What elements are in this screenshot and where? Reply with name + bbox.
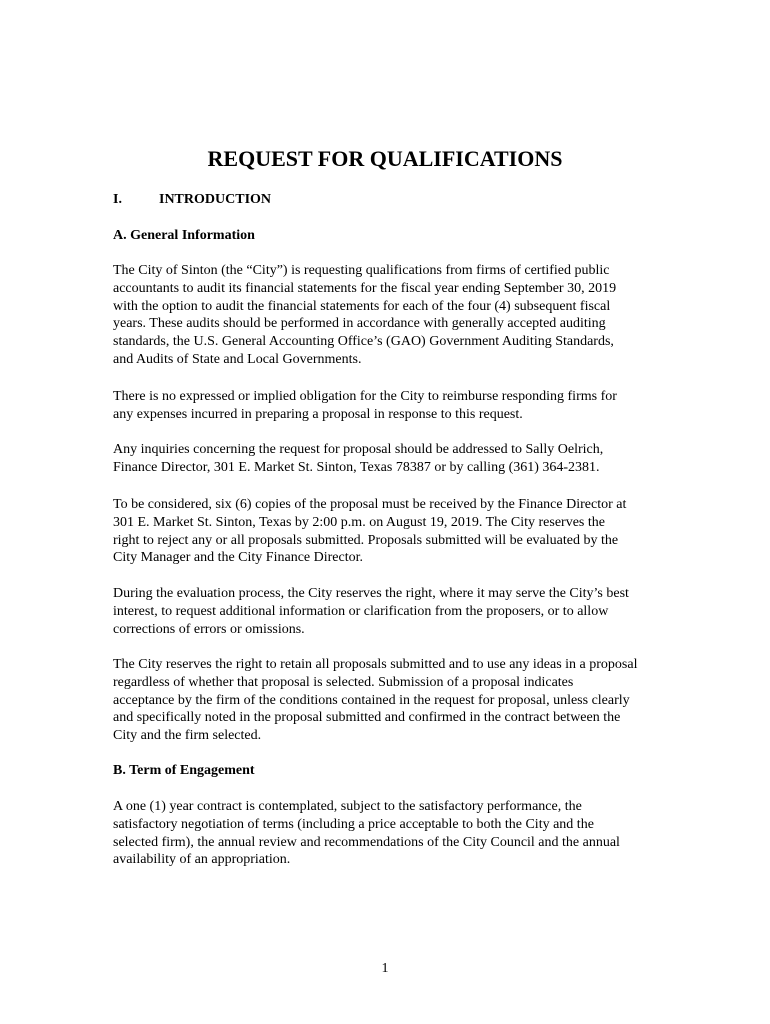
- text-line: interest, to request additional information or clarification from the proposers, or to allow: [113, 603, 609, 619]
- text-line: City Manager and the City Finance Director.: [113, 550, 363, 566]
- text-line: acceptance by the firm of the conditions contained in the request for proposal, unless clearly: [113, 692, 630, 708]
- section-number: I.: [113, 192, 122, 207]
- text-line: satisfactory negotiation of terms (including a price acceptable to both the City and the: [113, 816, 594, 832]
- text-line: and specifically noted in the proposal submitted and confirmed in the contract between the: [113, 710, 621, 726]
- text-line: Finance Director, 301 E. Market St. Sinton, Texas 78387 or by calling (361) 364-2381.: [113, 459, 600, 475]
- text-line: 301 E. Market St. Sinton, Texas by 2:00 p.m. on August 19, 2019. The City reserves the: [113, 514, 605, 530]
- text-line: Any inquiries concerning the request for proposal should be addressed to Sally Oelrich,: [113, 442, 604, 457]
- paragraph: [113, 388, 669, 424]
- text-line: any expenses incurred in preparing a proposal in response to this request.: [113, 406, 523, 422]
- text-line: years. These audits should be performed in accordance with generally accepted auditing: [113, 316, 606, 332]
- text-line: accountants to audit its financial statements for the fiscal year ending September 30, 2019: [113, 280, 617, 296]
- paragraph: [113, 656, 669, 745]
- section-title: INTRODUCTION: [159, 192, 272, 207]
- page-number: 1: [381, 961, 389, 976]
- paragraph: [113, 798, 669, 869]
- paragraph: [113, 585, 669, 638]
- text-line: standards, the U.S. General Accounting Office’s (GAO) Government Auditing Standards,: [113, 334, 614, 350]
- document-title: REQUEST FOR QUALIFICATIONS: [207, 146, 563, 171]
- text-line: The City reserves the right to retain all proposals submitted and to use any ideas in a proposal: [113, 657, 638, 672]
- text-line: selected firm), the annual review and recommendations of the City Council and the annual: [113, 834, 620, 850]
- text-line: corrections of errors or omissions.: [113, 621, 305, 637]
- paragraph: [113, 441, 669, 477]
- text-line: A one (1) year contract is contemplated, subject to the satisfactory performance, the: [113, 799, 582, 814]
- subsection-b-heading: B. Term of Engagement: [113, 763, 255, 778]
- section-heading: [113, 191, 271, 209]
- text-line: City and the firm selected.: [113, 728, 262, 744]
- text-line: right to reject any or all proposals submitted. Proposals submitted will be evaluated by the: [113, 532, 619, 548]
- paragraph: [113, 496, 669, 567]
- text-line: availability of an appropriation.: [113, 852, 291, 868]
- text-line: There is no expressed or implied obligation for the City to reimburse responding firms for: [113, 389, 617, 404]
- text-line: regardless of whether that proposal is selected. Submission of a proposal indicates: [113, 674, 574, 690]
- text-line: and Audits of State and Local Governments.: [113, 351, 362, 367]
- text-line: During the evaluation process, the City reserves the right, where it may serve the City’s best: [113, 586, 629, 601]
- text-line: with the option to audit the financial statements for each of the four (4) subsequent fiscal: [113, 298, 611, 314]
- subsection-a-heading: A. General Information: [113, 228, 255, 243]
- paragraph: [113, 262, 669, 369]
- text-line: The City of Sinton (the “City”) is requesting qualifications from firms of certified public: [113, 263, 610, 278]
- text-line: To be considered, six (6) copies of the proposal must be received by the Finance Director at: [113, 497, 627, 512]
